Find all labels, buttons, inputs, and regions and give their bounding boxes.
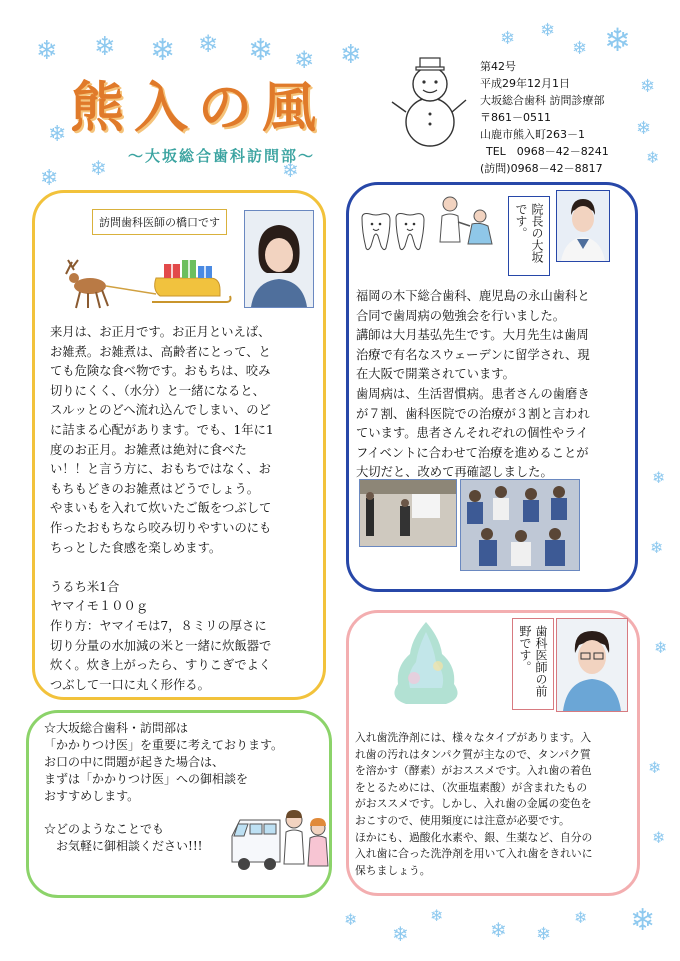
notice-line: ☆大坂総合歯科・訪問部は: [44, 721, 189, 735]
study-session-photo: [359, 479, 457, 547]
recipe-line: うるち米1合: [50, 579, 120, 594]
snowflake-icon: ❄: [536, 924, 552, 945]
author-label: 訪問歯科医師の橋口です: [92, 209, 227, 235]
paragraph-line: に詰まる心配があります。でも、1年に1: [50, 422, 274, 437]
paragraph-line: 在大阪で開業されています。: [356, 367, 515, 382]
snowflake-icon: ❄: [540, 20, 556, 41]
header-info: [480, 58, 609, 177]
recipe-line: 切り分量の水加減の米と一緒に炊飯器で: [50, 638, 272, 653]
recipe-line: 炊く。炊き上がったら、すりこぎでよく: [50, 658, 272, 673]
paragraph-line: もちもどきのお雑煮はどうでしょう。: [50, 481, 260, 496]
paragraph-line: おこすので、使用頻度には注意が必要です。: [355, 813, 570, 827]
snowflake-icon: ❄: [150, 33, 176, 68]
clinic-name: 大坂総合歯科 訪問診療部: [480, 94, 605, 107]
paragraph-line: 治療で有名なスウェーデンに留学され、現: [356, 347, 590, 362]
paragraph-line: 講師は大月基弘先生です。大月先生は歯周: [356, 328, 589, 343]
newsletter-title: 熊入の風: [70, 75, 326, 139]
tel: TEL 0968－42－8241: [486, 145, 609, 158]
paragraph-line: がおススメです。しかし、入れ歯の金属の変色を: [355, 797, 592, 811]
notice-line: お気軽に御相談ください!!!: [44, 839, 203, 853]
blue-article-body: [356, 287, 590, 483]
paragraph-line: 入れ歯洗浄剤には、様々なタイプがあります。入: [355, 731, 592, 744]
snowflake-icon: ❄: [648, 758, 662, 777]
reindeer-sleigh-icon: [60, 256, 240, 316]
snowflake-icon: ❄: [604, 21, 631, 59]
paragraph-line: 歯周病は、生活習慣病。患者さんの歯磨き: [356, 386, 590, 401]
pink-article-body: [355, 730, 593, 879]
author-label: 院長の大坂です。: [508, 196, 550, 276]
doctor-photo: [244, 210, 314, 308]
paragraph-line: 大切だと、改めて再確認しました。: [356, 465, 553, 480]
snowflake-icon: ❄: [248, 33, 274, 68]
notice-line: まずは「かかりつけ医」への御相談を: [44, 772, 249, 786]
study-session-photo: [460, 479, 580, 571]
recipe-line: つぶして一口に丸く形作る。: [50, 677, 210, 692]
snowflake-icon: ❄: [640, 76, 656, 97]
issue-date: 平成29年12月1日: [480, 77, 570, 90]
visit-tel: (訪問)0968－42－8817: [480, 162, 603, 175]
snowflake-icon: ❄: [646, 148, 660, 167]
paragraph-line: 入れ歯に合った洗浄剤を用いて入れ歯をきれいに: [355, 847, 593, 861]
paragraph-line: ちっとした食感を楽しめます。: [50, 540, 222, 555]
address: 山鹿市熊入町263－1: [480, 128, 585, 141]
notice-line: お口の中に問題が起きた場合は、: [44, 755, 225, 769]
snowflake-icon: ❄: [392, 922, 409, 946]
notice-line: おすすめします。: [44, 789, 140, 803]
paragraph-line: をとるためには、（次亜塩素酸）が含まれたもの: [355, 780, 588, 794]
snowflake-icon: ❄: [572, 38, 588, 59]
dentist-patient-icon: [434, 194, 498, 250]
paragraph-line: れ歯の汚れはタンパク質が主なので、タンパク質: [355, 747, 591, 761]
snowflake-icon: ❄: [90, 156, 107, 180]
director-photo: [556, 190, 610, 262]
newsletter-subtitle: ～大坂総合歯科訪問部～: [128, 147, 316, 165]
snowflake-icon: ❄: [40, 166, 59, 191]
paragraph-line: スルッとのどへ流れ込んでしまい、のど: [50, 403, 271, 418]
snowflake-icon: ❄: [652, 468, 666, 487]
snowflake-icon: ❄: [344, 910, 358, 929]
dentist-photo: [556, 618, 628, 712]
teeth-characters-icon: [358, 212, 428, 254]
paragraph-line: ても危険な食べ物です。おもちは、咬み: [50, 364, 271, 379]
paragraph-line: 作ったおもちなら咬み切りやすいのにも: [50, 520, 272, 535]
snowflake-icon: ❄: [500, 28, 516, 49]
paragraph-line: 来月は、お正月です。お正月といえば、: [50, 325, 271, 339]
paragraph-line: ほかにも、過酸化水素や、銀、生薬など、自分の: [355, 830, 593, 844]
snowflake-icon: ❄: [94, 32, 116, 62]
yellow-article-body: [50, 323, 274, 695]
notice-line: 「かかりつけ医」を重要に考えております。: [44, 738, 284, 752]
paragraph-line: 保ちましょう。: [355, 863, 431, 877]
snowflake-icon: ❄: [430, 906, 444, 925]
snowflake-icon: ❄: [36, 36, 58, 66]
snowflake-icon: ❄: [652, 828, 666, 847]
snowflake-icon: ❄: [636, 118, 652, 139]
paragraph-line: フイベントに合わせて治療を進めることが: [356, 445, 589, 460]
paragraph-line: 合同で歯周病の勉強会を行いました。: [356, 308, 566, 323]
snowflake-icon: ❄: [340, 40, 362, 70]
paragraph-line: 切りにくく、（水分）と一緒になると、: [50, 383, 265, 398]
visit-van-staff-icon: [228, 806, 336, 876]
snowflake-icon: ❄: [650, 538, 664, 557]
author-label: 歯科医師の前野です。: [512, 618, 554, 710]
recipe-line: 作り方：ヤマイモは7，８ミリの厚さに: [50, 618, 267, 633]
issue-number: 第42号: [480, 60, 516, 73]
paragraph-line: ています。患者さんそれぞれの個性やライ: [356, 426, 589, 441]
paragraph-line: 福岡の木下総合歯科、鹿児島の永山歯科と: [356, 289, 590, 303]
paragraph-line: 度のお正月。お雑煮は絶対に食べた: [50, 442, 247, 457]
snowflake-icon: ❄: [294, 46, 315, 74]
snowflake-icon: ❄: [282, 158, 299, 182]
snowflake-icon: ❄: [574, 908, 588, 927]
recipe-line: ヤマイモ１００ｇ: [50, 599, 149, 614]
paragraph-line: お雑煮。お雑煮は、高齢者にとって、と: [50, 344, 271, 359]
snowflake-icon: ❄: [48, 122, 67, 147]
snowman-icon: [390, 52, 468, 152]
snowflake-icon: ❄: [630, 903, 656, 938]
paragraph-line: を溶かす（酵素）がおススメです。入れ歯の着色: [355, 764, 592, 778]
paragraph-line: やまいもを入れて炊いたご飯をつぶして: [50, 501, 272, 516]
snowflake-icon: ❄: [198, 30, 219, 58]
paragraph-line: い！！と言う方に、おもちではなく、お: [50, 462, 271, 477]
christmas-tree-icon: [380, 618, 472, 710]
paragraph-line: が７割、歯科医院での治療が３割と言われ: [356, 406, 590, 421]
snowflake-icon: ❄: [654, 638, 668, 657]
snowflake-icon: ❄: [490, 918, 507, 942]
notice-line: ☆どのようなことでも: [44, 822, 165, 836]
postal-code: 〒861－0511: [480, 111, 551, 124]
